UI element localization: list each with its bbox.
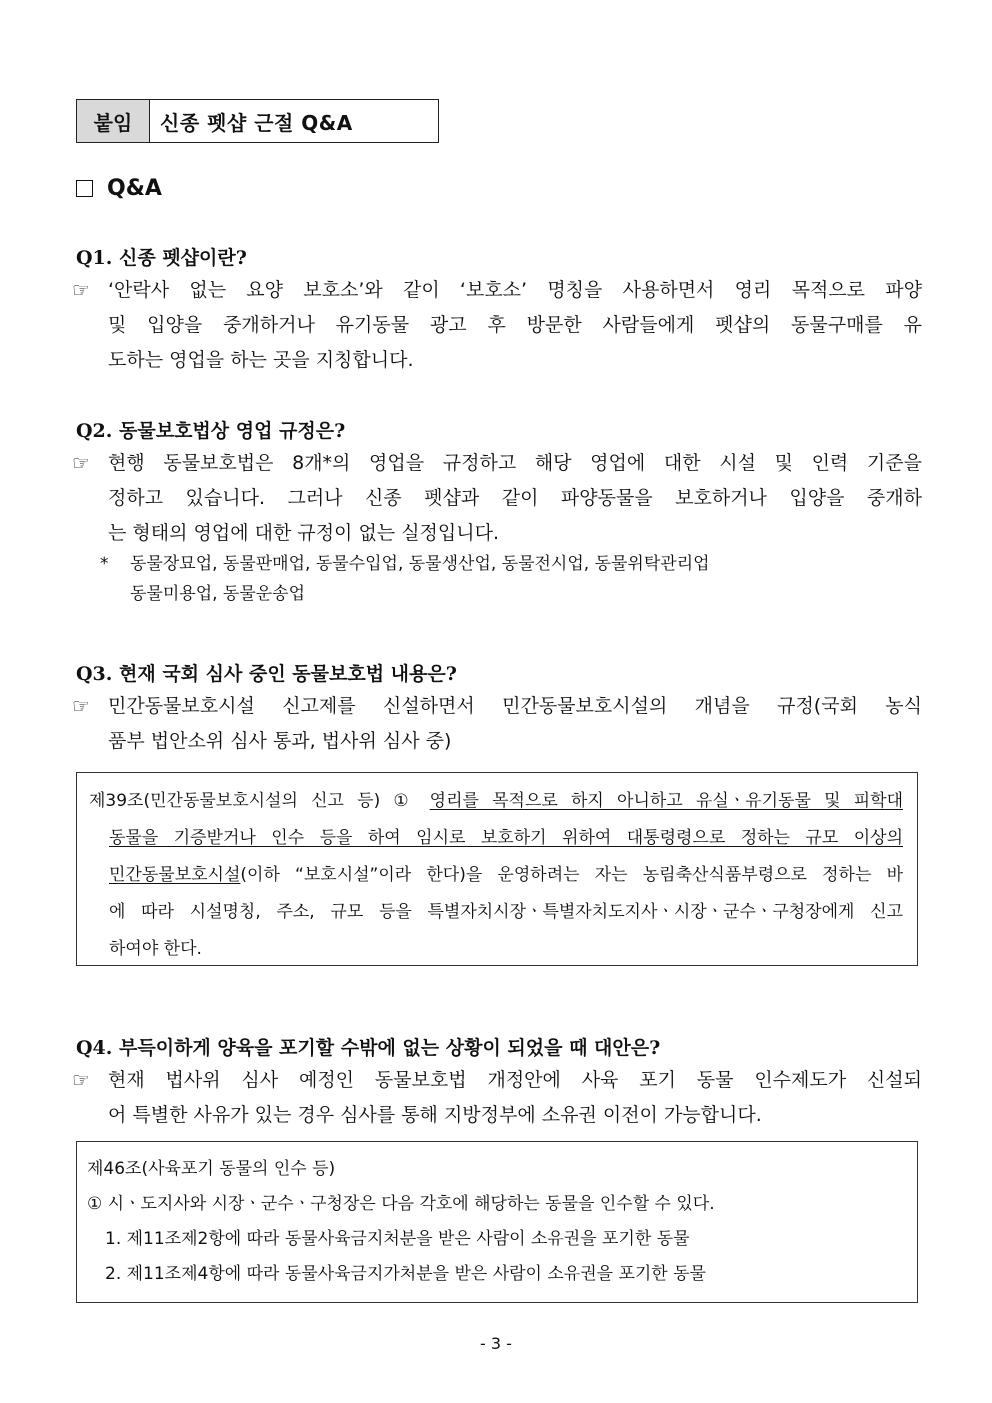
answer-line: 어 특별한 사유가 있는 경우 심사를 통해 지방정부에 소유권 이전이 가능합니다. [108,1104,762,1126]
answer-line: 현행 동물보호법은 8개*의 영업을 규정하고 해당 영업에 대한 시설 및 인력 기준을 [108,452,922,474]
pointing-hand-icon: ☞ [72,1068,90,1092]
answer-line: 도하는 영업을 하는 곳을 지칭합니다. [108,349,414,371]
law-underlined-text: 민간동물보호시설 [109,865,241,885]
attachment-badge: 붙임 [77,100,150,142]
law-underlined-text: 영리를 목적으로 하지 아니하고 유실ㆍ유기동물 및 피학대 [429,791,903,811]
law-item: 2. 제11조제4항에 따라 동물사육금지가처분을 받은 사람이 소유권을 포기한 동물 [105,1264,706,1284]
answer-3 [72,689,922,759]
attachment-header [76,99,439,143]
answer-line: 품부 법안소위 심사 통과, 법사위 심사 중) [108,730,452,752]
footnote-marker: * [100,554,109,574]
law-underlined-text: 동물을 기증받거나 인수 등을 하여 임시로 보호하기 위하여 대통령령으로 정하는 규모 이상의 [109,828,903,848]
page-number: - 3 - [480,1334,512,1353]
law-article-39-box [76,772,918,966]
footnote-line: 동물장묘업, 동물판매업, 동물수입업, 동물생산업, 동물전시업, 동물위탁관리업 [130,554,710,574]
answer-line: 는 형태의 영업에 대한 규정이 없는 실정입니다. [108,522,500,544]
section-heading [76,176,162,201]
answer-4 [72,1063,922,1133]
answer-line: 현재 법사위 심사 예정인 동물보호법 개정안에 사육 포기 동물 인수제도가 신설되 [108,1069,922,1091]
law-text: (이하 “보호시설”이라 한다)을 운영하려는 자는 농림축산식품부령으로 정하는 바 [240,865,903,885]
answer-1 [72,273,922,378]
law-clause: ① 시ㆍ도지사와 시장ㆍ군수ㆍ구청장은 다음 각호에 해당하는 동물을 인수할 수 있다. [87,1194,715,1214]
section-title: Q&A [107,176,162,201]
answer-2 [72,446,922,551]
law-item: 1. 제11조제2항에 따라 동물사육금지처분을 받은 사람이 소유권을 포기한 동물 [105,1229,690,1249]
answer-line: ‘안락사 없는 요양 보호소’와 같이 ‘보호소’ 명칭을 사용하면서 영리 목적으로 파양 [108,279,922,301]
question-2: Q2. 동물보호법상 영업 규정은? [76,420,346,442]
checkbox-square-icon [76,180,93,197]
pointing-hand-icon: ☞ [72,451,90,475]
pointing-hand-icon: ☞ [72,694,90,718]
law-text: 하여야 한다. [109,939,202,959]
question-4: Q4. 부득이하게 양육을 포기할 수밖에 없는 상황이 되었을 때 대안은? [76,1037,661,1059]
law-article-46-box [76,1141,918,1303]
law-article-title: 제46조(사육포기 동물의 인수 등) [87,1159,336,1179]
law-text: 에 따라 시설명칭, 주소, 규모 등을 특별자치시장ㆍ특별자치도지사ㆍ시장ㆍ군수ㆍ구청장에게 신고 [109,902,903,922]
answer-line: 및 입양을 중개하거나 유기동물 광고 후 방문한 사람들에게 펫샵의 동물구매를 유 [108,314,922,336]
question-3: Q3. 현재 국회 심사 중인 동물보호법 내용은? [76,663,457,685]
footnote-line: 동물미용업, 동물운송업 [130,584,306,604]
footnote [100,549,710,609]
pointing-hand-icon: ☞ [72,278,90,302]
question-1: Q1. 신종 펫샵이란? [76,247,247,269]
answer-line: 민간동물보호시설 신고제를 신설하면서 민간동물보호시설의 개념을 규정(국회 농식 [108,695,922,717]
answer-line: 정하고 있습니다. 그러나 신종 펫샵과 같이 파양동물을 보호하거나 입양을 중개하 [108,487,922,509]
document-title: 신종 펫샵 근절 Q&A [160,110,353,135]
law-article-prefix: 제39조(민간동물보호시설의 신고 등) ① [89,791,430,811]
